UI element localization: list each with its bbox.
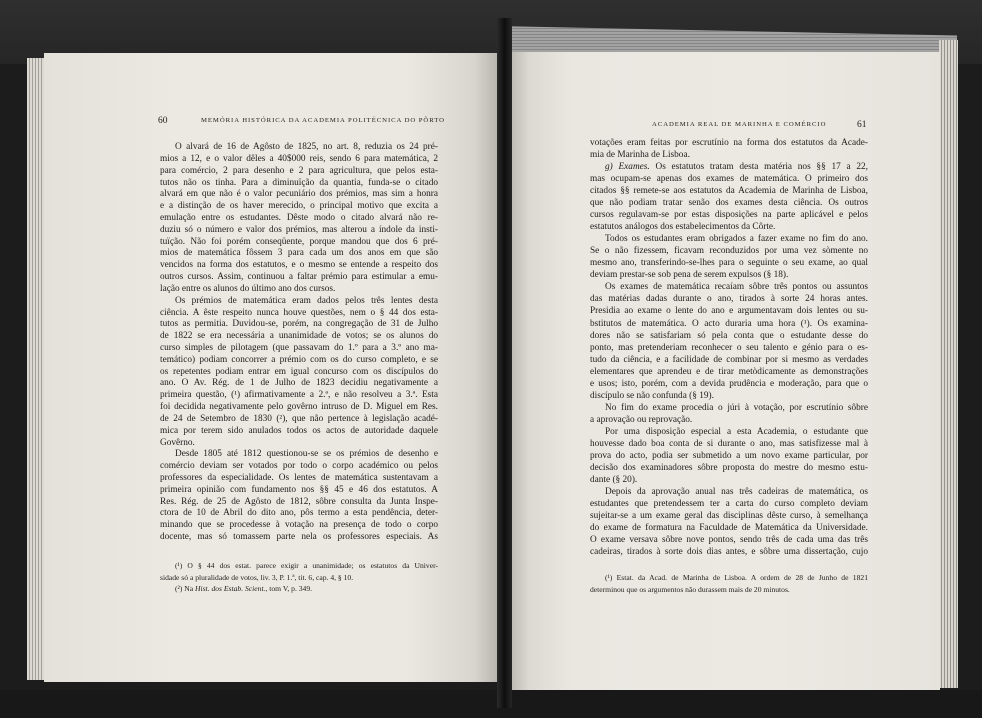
text-line: outros cursos. Assim, continuou a faltar prémio para estimular a emu- bbox=[160, 272, 438, 282]
text-line: mesmo ano, transferindo-se-lhes para o seguinte o seu exame, ao qual bbox=[590, 258, 868, 269]
text-line: Depois da aprovação anual nas três cadeiras de matemática, os bbox=[605, 486, 868, 497]
text-line: elementares que aprendeu e de tirar metòdicamente as demonstrações bbox=[590, 366, 868, 377]
text-line: deviam prestar-se sob pena de serem expulsos (§ 18). bbox=[590, 270, 789, 281]
page-number: 60 bbox=[158, 116, 168, 126]
text-line: ctora de 10 de Abril do dito ano, pôs termo a esta pendência, deter- bbox=[160, 508, 438, 519]
text-line: prova do acto, podia ser submetido a um novo exame particular, por bbox=[590, 450, 868, 461]
text-line: tutos não os tinha. Para a diminuïção da quantia, funda-se o citado bbox=[160, 177, 438, 188]
text-line: cadeiras, tirados à sorte dois dias antes, e sôbre uma dissertação, cujo bbox=[590, 547, 868, 557]
text-line: estudantes que pretendessem ter a carta do curso completo deviam bbox=[590, 498, 868, 509]
text-line: O exame versava sôbre nove pontos, sendo três de cada uma das três bbox=[590, 535, 868, 545]
text-line: cursos regulavam-se por estas disposições na parte aplicável e pelos bbox=[590, 210, 868, 221]
text-line: houvesse dado boa conta de si durante o ano, mas satisfizesse mal à bbox=[590, 438, 868, 449]
text-line: foi decidida negativamente pelo govêrno intruso de D. Miguel em Res. bbox=[160, 402, 438, 412]
book-spine bbox=[497, 18, 512, 708]
text-line: primeira questão, (¹) afirmativamente a 2.ª, e não resolveu a 3.ª. Esta bbox=[160, 390, 438, 401]
text-line: tutos as permitia. Duvidou-se, porém, na congregação de 31 de Julho bbox=[160, 319, 438, 330]
text-line: do exame de formatura na Faculdade de Matemática da Universidade. bbox=[590, 523, 868, 533]
text-line: dante (§ 20). bbox=[590, 474, 638, 485]
text-line: primeira opinião com fundamento nos §§ 45 e 46 dos estatutos. A bbox=[160, 484, 438, 495]
text-line: citados §§ remete-se aos estatutos da Academia de Marinha de Lisboa, bbox=[590, 186, 868, 197]
page-edges-left bbox=[27, 58, 45, 680]
text-line: tudo da ciência, e a facilidade de combinar por si mesmo as verdades bbox=[590, 354, 868, 365]
text-line: emulação entre os estudantes. Dêste modo o citado alvará não re- bbox=[160, 212, 438, 223]
text-line: O alvará de 16 de Agôsto de 1825, no art. 8, reduzia os 24 pré- bbox=[175, 142, 438, 152]
text-line: mios a 12, e o valor dêles a 40$000 reis, sendo 6 para matemática, 2 bbox=[160, 153, 438, 164]
text-line: vencidos na forma dos estatutos, e o mesmo se entende a respeito dos bbox=[160, 260, 438, 271]
text-line: Res. Rég. de 25 de Agôsto de 1812, sôbre consulta da Junta Inspe- bbox=[160, 496, 438, 507]
footnote-line: (¹) Estat. da Acad. de Marinha de Lisboa. A ordem de 28 de Junho de 1821 bbox=[605, 573, 868, 582]
left-page bbox=[44, 53, 497, 682]
text-line: temático) podiam concorrer a prémio com os do curso completo, e se bbox=[160, 354, 438, 365]
text-line: mica por terem sido anulados todos os actos de autoridade daquele bbox=[160, 425, 438, 436]
text-line: decisão dos examinadores sôbre proposta do mestre do mesmo estu- bbox=[590, 462, 868, 473]
text-line: Todos os estudantes eram obrigados a fazer exame no fim do ano. bbox=[605, 234, 868, 245]
text-line: tuïção. Não foi porém conseqüente, porque mandou que dos 6 pré- bbox=[160, 236, 438, 247]
text-line: mia de Marinha de Lisboa. bbox=[590, 150, 690, 160]
text-line: e a distinção de os haver merecido, o principal motivo que excita a bbox=[160, 201, 438, 212]
text-segment: Os estatutos tratam desta matéria nos §§ 17 a 22, bbox=[655, 162, 868, 173]
footnote-line: (¹) O § 44 dos estat. parece exigir a unanimidade; os estatutos da Univer- bbox=[175, 561, 438, 570]
text-line: e usos; isto, porém, com a devida prudência e moderação, para que o bbox=[590, 378, 868, 389]
text-line: que não podiam tratar senão dos exames desta ciência. Os outros bbox=[590, 198, 868, 209]
text-line: ano. O Av. Rég. de 1 de Julho de 1823 decidiu negativamente a bbox=[160, 378, 438, 389]
footnote-line: sidade só a pluralidade de votos, liv. 3, P. 1.ª, tit. 6, cap. 4, § 10. bbox=[160, 572, 354, 582]
text-line: Govêrno. bbox=[160, 437, 195, 448]
footnote-text: (²) Na bbox=[175, 584, 194, 593]
page-number: 61 bbox=[857, 120, 867, 130]
text-line: a aprovação ou reprovação. bbox=[590, 414, 693, 425]
running-head: MEMÓRIA HISTÓRICA DA ACADEMIA POLITÉCNICA DO PÔRTO bbox=[201, 117, 445, 124]
text-line: estatutos análogos dos estabelecimentos da Côrte. bbox=[590, 222, 776, 233]
text-line bbox=[590, 161, 868, 173]
text-line: mas ocupam-se apenas dos exames de matemática. O primeiro dos bbox=[590, 174, 868, 185]
text-line: Por uma disposição especial a esta Academia, o estudante que bbox=[605, 426, 868, 437]
footnote-text: tom V, p. 349. bbox=[269, 584, 313, 593]
text-line: Os exames de matemática recaíam sôbre três pontos ou assuntos bbox=[605, 282, 868, 293]
text-line: Se o não fizessem, ficavam reconduzidos por uma vez sòmente no bbox=[590, 246, 868, 257]
text-line: duziu só o número e valor dos prémios, mas alterou a índole da insti- bbox=[160, 224, 438, 235]
text-line: alvará em que não é o valor pecuniário dos prémios, mas sim a honra bbox=[160, 189, 438, 200]
footnote-line: determinou que os argumentos não durassem mais de 20 minutos. bbox=[590, 585, 790, 594]
text-line: minando que se procedesse à votação na presença de todo o corpo bbox=[160, 520, 438, 531]
text-line: os repetentes podiam entrar em igual concurso com os discípulos do bbox=[160, 366, 438, 377]
text-line: lação entre os alunos do último ano dos cursos. bbox=[160, 283, 336, 294]
text-line: curso simples de pilotagem (que passavam do 1.º para a 3.º ano ma- bbox=[160, 342, 438, 353]
text-line: votações eram feitas por escrutínio na forma dos estatutos da Acade- bbox=[590, 138, 868, 148]
text-line: Os prémios de matemática eram dados pelos três lentes desta bbox=[175, 295, 438, 306]
text-line: de 24 de Setembro de 1830 (²), que não pertence à legislação acadé- bbox=[160, 413, 438, 424]
text-line: dores não se satisfariam só pela conta que o estudante desse do bbox=[590, 330, 868, 341]
scan-background-bottom bbox=[0, 690, 982, 718]
text-line: sujeitar-se a um exame geral das disciplinas dêste curso, à semelhança bbox=[590, 510, 868, 521]
text-line: discípulo se não confunda (§ 19). bbox=[590, 390, 714, 401]
right-page bbox=[512, 52, 940, 690]
page-edges-right bbox=[939, 40, 958, 688]
text-line: das matérias dadas durante o ano, tirados à sorte 24 horas antes. bbox=[590, 294, 868, 305]
footnote-line bbox=[160, 583, 438, 594]
text-line: professores da especialidade. Os lentes de matemática sustentavam a bbox=[160, 473, 438, 483]
text-line: mios de matemática fôssem 3 para cada um dos anos em que são bbox=[160, 248, 438, 259]
footnote-italic-title: Hist. dos Estab. Scient., bbox=[195, 584, 268, 593]
running-head: ACADEMIA REAL DE MARINHA E COMÉRCIO bbox=[652, 121, 827, 128]
text-line: docente, mas só tomassem parte nela os professores especiais. As bbox=[160, 532, 438, 543]
text-line: Desde 1805 até 1812 questionou-se se os prémios de desenho e bbox=[175, 449, 438, 460]
section-heading: g) Exames. bbox=[605, 162, 650, 173]
text-line: ciência. A êste respeito nunca houve questões, nem o § 44 dos esta- bbox=[160, 307, 438, 318]
text-line: No fim do exame procedia o júri à votação, por escrutínio sôbre bbox=[605, 402, 868, 413]
text-line: de 1822 se era necessária a unanimidade de votos; se os alunos do bbox=[160, 331, 438, 342]
text-line: ponto, mas pretenderiam reconhecer o seu talento e génio para o es- bbox=[590, 342, 868, 353]
text-line: bstitutos de matemática. O acto duraria uma hora (¹). Os examina- bbox=[590, 318, 868, 329]
text-line: comércio deviam ser votados por todo o corpo académico ou pelos bbox=[160, 461, 438, 472]
text-line: Presidia ao exame o lente do ano e argumentavam dois lentes ou su- bbox=[590, 306, 868, 317]
text-line: para comércio, 2 para desenho e 2 para agricultura, que pelos esta- bbox=[160, 165, 438, 176]
